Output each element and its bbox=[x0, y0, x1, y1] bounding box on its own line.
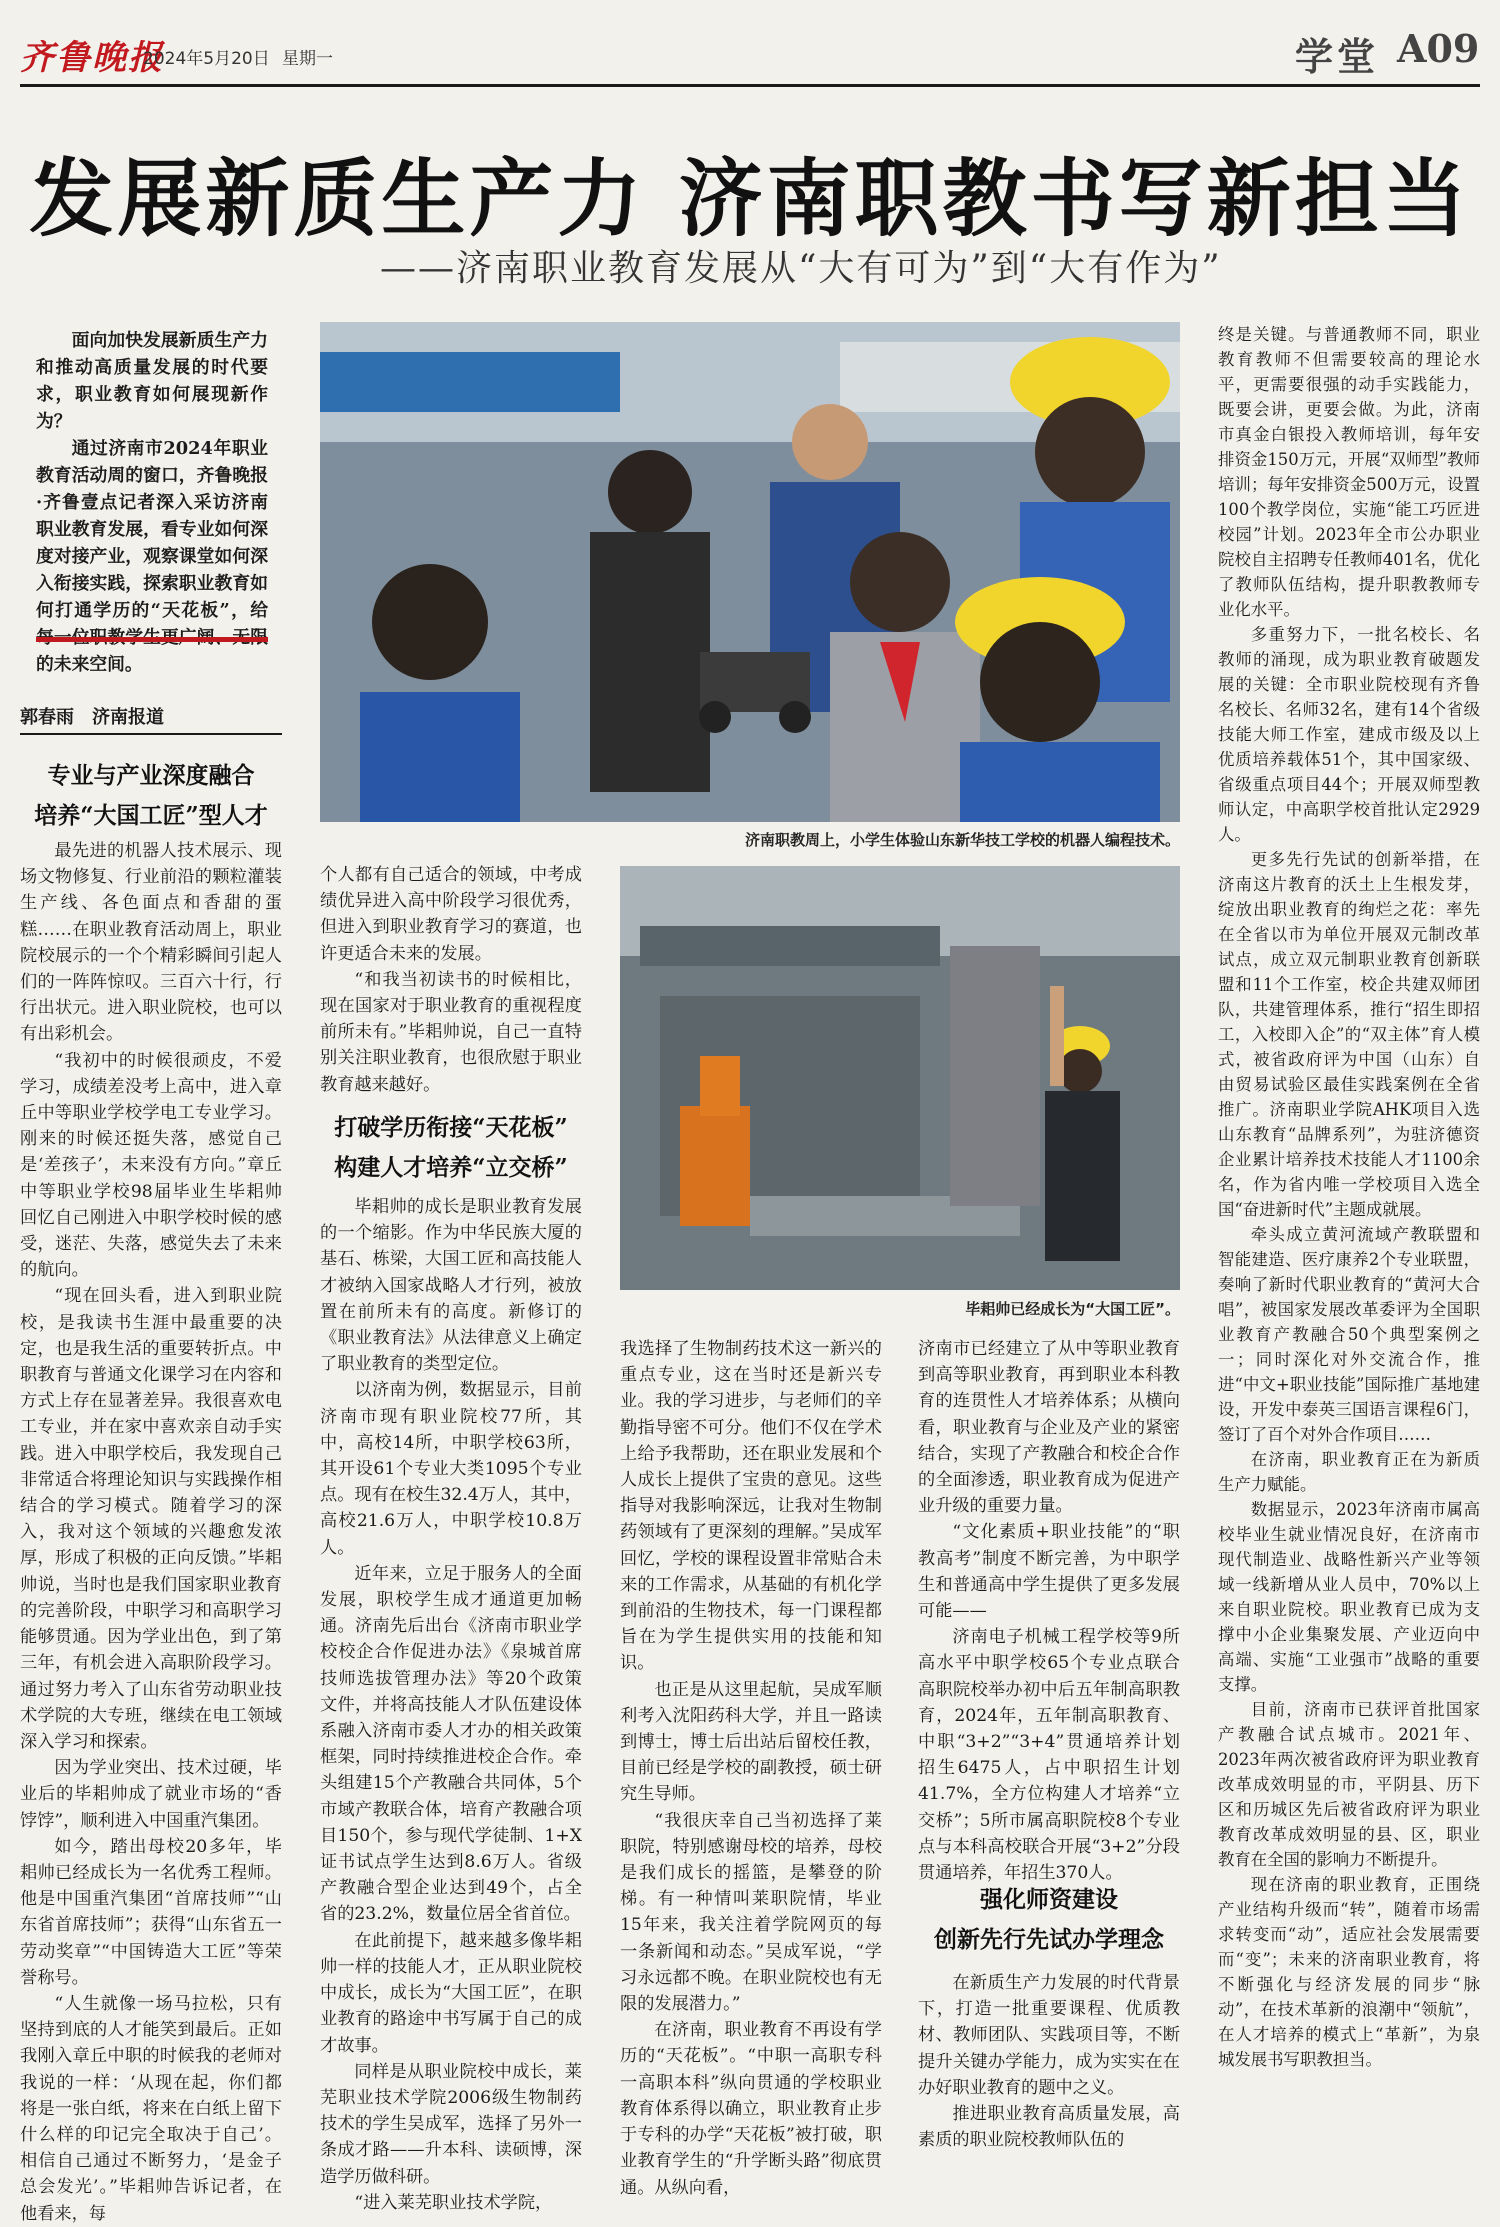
photo-caption-2: 毕耜帅已经成长为“大国工匠”。 bbox=[965, 1300, 1180, 1318]
body-paragraph: 现在济南的职业教育，正围绕产业结构升级而“转”，随着市场需求转变而“动”，适应社会发展需要而“变”；未来的济南职业教育，将不断强化与经济发展的同步“脉动”，在技术革新的浪潮中“领航”，在人才培养的模式上“革新”，为泉城发展书写职教担当。 bbox=[1218, 1875, 1480, 2069]
body-paragraph: 更多先行先试的创新举措，在济南这片教育的沃土上生根发芽，绽放出职业教育的绚烂之花：率先在全省以市为单位开展双元制改革试点，成立双元制职业教育创新联盟和11个工作室，校企共建双师团队，共建管理体系，推行“招生即招工，入校即入企”的“双主体”育人模式，被省政府评为中国（山东）自由贸易试验区最佳实践案例在全省推广。济南职业学院AHK项目入选山东教育“品牌系列”，为驻济德资企业累计培养技术技能人才1100余名，作为省内唯一学校项目入选全国“奋进新时代”主题成就展。 bbox=[1218, 850, 1480, 1219]
body-paragraph: 个人都有自己适合的领域，中考成绩优异进入高中阶段学习很优秀，但进入到职业教育学习的赛道，也许更适合未来的发展。 bbox=[320, 865, 582, 964]
body-paragraph: 近年来，立足于服务人的全面发展，职校学生成才通道更加畅通。济南先后出台《济南市职业学校校企合作促进办法》《泉城首席技师选拔管理办法》等20个政策文件，并将高技能人才队伍建设体系融入济南市委人才办的相关政策框架，同时持续推进校企合作。牵头组建15个产教融合共同体，5个市域产教联合体，培育产教融合项目150个，参与现代学徒制、1+X证书试点学生达到8.6万人。省级产教融合型企业达到49个，占全省的23.2%，数量位居全省首位。 bbox=[320, 1563, 582, 1925]
article-intro bbox=[36, 327, 268, 678]
section-title-line: 专业与产业深度融合 bbox=[47, 762, 255, 789]
column-4-bottom bbox=[918, 1970, 1180, 2153]
body-paragraph: 多重努力下，一批名校长、名教师的涌现，成为职业教育破题发展的关键：全市职业院校现有齐鲁名校长、名师32名，建有14个省级技能大师工作室，建成市级及以上优质培养载体51个，其中国家级、省级重点项目44个；开展双师型教师认定，中高职学校首批认定2929人。 bbox=[1218, 625, 1480, 844]
masthead-rule bbox=[20, 84, 1480, 87]
column-5 bbox=[1218, 322, 1480, 2072]
intro-paragraph: 通过济南市2024年职业教育活动周的窗口，齐鲁晚报·齐鲁壹点记者深入采访济南职业教育发展，看专业如何深度对接产业，观察课堂如何深入衔接实践，探索职业教育如何打通学历的“天花板”，给 的未来空间。 bbox=[36, 438, 268, 675]
column-1 bbox=[20, 838, 282, 2227]
body-paragraph: 在新质生产力发展的时代背景下，打造一批重要课程、优质教材、教师团队、实践项目等，不断提升关键办学能力，成为实实在在办好职业教育的题中之义。 bbox=[918, 1973, 1180, 2098]
body-paragraph: 目前，济南市已获评首批国家产教融合试点城市。2021年、2023年两次被省政府评为职业教育改革成效明显的市，平阴县、历下区和历城区先后被省政府评为职业教育改革成效明显的县、区，职业教育在全国的影响力不断提升。 bbox=[1218, 1700, 1480, 1869]
body-paragraph: 数据显示，2023年济南市属高校毕业生就业情况良好，在济南市现代制造业、战略性新兴产业等领域一线新增从业人员中，70%以上来自职业院校。职业教育已成为支撑中小企业集聚发展、产业迈向中高端、实施“工业强市”战略的重要支撑。 bbox=[1218, 1500, 1480, 1694]
byline-location: 济南报道 bbox=[92, 707, 164, 728]
section-title-line: 构建人才培养“立交桥” bbox=[334, 1154, 568, 1181]
page-headline: 发展新质生产力 济南职教书写新担当 bbox=[29, 149, 1471, 248]
photo-craftsman bbox=[620, 866, 1180, 1290]
body-paragraph: 我选择了生物制药技术这一新兴的重点专业，这在当时还是新兴专业。我的学习进步，与老师们的辛勤指导密不可分。他们不仅在学术上给予我帮助，还在职业发展和个人成长上提供了宝贵的意见。这些指导对我影响深远，让我对生物制药领域有了更深刻的理解。”吴成军回忆，学校的课程设置非常贴合未来的工作需求，从基础的有机化学到前沿的生物技术，每一门课程都旨在为学生提供实用的技能和知识。 bbox=[620, 1339, 882, 1674]
section-title-line: 培养“大国工匠”型人才 bbox=[34, 802, 268, 829]
body-paragraph: 因为学业突出、技术过硬，毕业后的毕耜帅成了就业市场的“香饽饽”，顺利进入中国重汽集团。 bbox=[20, 1758, 282, 1831]
body-paragraph: 济南电子机械工程学校等9所高水平中职学校65个专业点联合高职院校举办初中后五年制高职教育，2024年，五年制高职教育、中职“3+2”“3+4”贯通培养计划招生6475人，占中职招生计划41.7%，全方位构建人才培养“立交桥”；5所市属高职院校8个专业点与本科高校联合开展“3+2”分段贯通培养，年招生370人。 bbox=[918, 1627, 1180, 1884]
body-paragraph: “我很庆幸自己当初选择了莱职院，特别感谢母校的培养，母校是我们成长的摇篮，是攀登的阶梯。有一种情叫莱职院情，毕业15年来，我关注着学院网页的每一条新闻和动态。”吴成军说，“学习永远都不晚。在职业院校也有无限的发展潜力。” bbox=[620, 1810, 882, 2015]
body-paragraph: “现在回头看，进入到职业院校，是我读书生涯中最重要的决定，也是我生活的重要转折点。中职教育与普通文化课学习在内容和方式上存在显著差异。我很喜欢电工专业，并在家中喜欢亲自动手实践。进入中职学校后，我发现自己非常适合将理论知识与实践操作相结合的学习模式。随着学习的深入，我对这个领域的兴趣愈发浓厚，形成了积极的正向反馈。”毕耜帅说，当时也是我们国家职业教育的完善阶段，中职学习和高职学习能够贯通。因为学业出色，到了第三年，有机会进入高职阶段学习。通过努力考入了山东省劳动职业技术学院的大专班，继续在电工领域深入学习和探索。 bbox=[20, 1286, 282, 1752]
photo-craftsman-image bbox=[620, 866, 1180, 1290]
body-paragraph: 牵头成立黄河流域产教联盟和智能建造、医疗康养2个专业联盟，奏响了新时代职业教育的“黄河大合唱”，被国家发展改革委评为全国职业教育产教融合50个典型案例之一；同时深化对外交流合作，推进“中文+职业技能”国际推广基地建设，开发中泰英三国语言课程6门，签订了百个对外合作项目…… bbox=[1218, 1225, 1480, 1444]
photo-robot-programming bbox=[320, 322, 1180, 822]
page-subheadline: ——济南职业教育发展从“大有可为”到“大有作为” bbox=[380, 248, 1222, 289]
body-paragraph: 毕耜帅的成长是职业教育发展的一个缩影。作为中华民族大厦的基石、栋梁，大国工匠和高技能人才被纳入国家战略人才行列，被放置在前所未有的高度。新修订的《职业教育法》从法律意义上确定了职业教育的类型定位。 bbox=[320, 1197, 582, 1375]
section-title-line: 创新先行先试办学理念 bbox=[934, 1926, 1164, 1953]
photo-caption-1: 济南职教周上，小学生体验山东新华技工学校的机器人编程技术。 bbox=[744, 831, 1180, 849]
body-paragraph: 济南市已经建立了从中等职业教育到高等职业教育，再到职业本科教育的连贯性人才培养体系；从横向看，职业教育与企业及产业的紧密结合，实现了产教融合和校企合作的全面渗透，职业教育成为促进产业升级的重要力量。 bbox=[918, 1339, 1180, 1517]
photo-robot-programming-image bbox=[320, 322, 1180, 822]
column-4-top bbox=[918, 1336, 1180, 1886]
section-title-3 bbox=[918, 1880, 1180, 1960]
body-paragraph: 在此前提下，越来越多像毕耜帅一样的技能人才，正从职业院校中成长，成长为“大国工匠”，在职业教育的路途中书写属于自己的成才故事。 bbox=[320, 1930, 582, 2056]
body-paragraph: “人生就像一场马拉松，只有坚持到底的人才能笑到最后。正如我刚入章丘中职的时候我的老师对我说的一样：‘从现在起，你们都将是一张白纸，将来在白纸上留下什么样的印记完全取决于自己’。相信自己通过不断努力，‘是金子总会发光’。”毕耜帅告诉记者，在他看来，每 bbox=[20, 1993, 282, 2224]
byline-author: 郭春雨 bbox=[20, 707, 74, 728]
body-paragraph: 推进职业教育高质量发展，高素质的职业院校教师队伍的 bbox=[918, 2104, 1180, 2151]
column-2-top bbox=[320, 862, 582, 1098]
body-paragraph: 终是关键。与普通教师不同，职业教育教师不但需要较高的理论水平，更需要很强的动手实践能力，既要会讲，更要会做。为此，济南市真金白银投入教师培训，每年安排资金150万元，开展“双师型”教师培训；每年安排资金500万元，设置100个教学岗位，实施“能工巧匠进校园”计划。2023年全市公办职业院校自主招聘专任教师401名，优化了教师队伍结构，提升职教教师专业化水平。 bbox=[1218, 325, 1480, 619]
section-name: 学堂 bbox=[1295, 34, 1380, 79]
section-title-2 bbox=[320, 1108, 582, 1188]
body-paragraph: “我初中的时候很顽皮，不爱学习，成绩差没考上高中，进入章丘中等职业学校学电工专业学习。刚来的时候还挺失落，感觉自己是‘差孩子’，未来没有方向。”章丘中等职业学校98届毕业生毕耜帅回忆自己刚进入中职学校时候的感受，迷茫、失落，感觉失去了未来的航向。 bbox=[20, 1050, 282, 1281]
intro-divider bbox=[36, 637, 268, 642]
body-paragraph: “进入莱芜职业技术学院， bbox=[354, 2192, 553, 2213]
body-paragraph: “和我当初读书的时候相比，现在国家对于职业教育的重视程度前所未有。”毕耜帅说，自己一直特别关注职业教育，也很欣慰于职业教育越来越好。 bbox=[320, 969, 582, 1095]
body-paragraph: 以济南为例，数据显示，目前济南市现有职业院校77所，其中，高校14所，中职学校63所，其开设61个专业大类1095个专业点。现有在校生32.4万人，其中，高校21.6万人，中职学校10.8万人。 bbox=[320, 1380, 582, 1558]
body-paragraph: 最先进的机器人技术展示、现场文物修复、行业前沿的颗粒灌装生产线、各色面点和香甜的蛋糕……在职业教育活动周上，职业院校展示的一个个精彩瞬间引起人们的一阵阵惊叹。三百六十行，行行出状元。进入职业院校，也可以有出彩机会。 bbox=[20, 841, 282, 1045]
section-title-line: 强化师资建设 bbox=[980, 1886, 1118, 1913]
section-title-line: 打破学历衔接“天花板” bbox=[334, 1114, 568, 1141]
column-3 bbox=[620, 1336, 882, 2201]
section-title-1 bbox=[20, 756, 282, 836]
newspaper-logo: 齐鲁晚报 bbox=[20, 38, 164, 78]
body-paragraph: “文化素质+职业技能”的“职教高考”制度不断完善，为中职学生和普通高中学生提供了更多发展可能—— bbox=[918, 1522, 1180, 1622]
masthead bbox=[0, 0, 1500, 120]
column-2-bottom bbox=[320, 1194, 582, 2216]
intro-paragraph: 面向加快发展新质生产力和推动高质量发展的时代要求，职业教育如何展现新作为？ bbox=[36, 330, 268, 432]
body-paragraph: 在济南，职业教育正在为新质生产力赋能。 bbox=[1218, 1450, 1480, 1494]
body-paragraph: 在济南，职业教育不再设有学历的“天花板”。“中职一高职专科一高职本科”纵向贯通的学校职业教育体系得以确立，职业教育止步于专科的办学“天花板”被打破，职业教育学生的“升学断头路”彻底贯通。从纵向看， bbox=[620, 2020, 882, 2198]
body-paragraph: 同样是从职业院校中成长，莱芜职业技术学院2006级生物制药技术的学生吴成军，选择了另外一条成才路——升本科、读硕博，深造学历做科研。 bbox=[320, 2061, 582, 2187]
issue-weekday: 星期一 bbox=[282, 49, 333, 69]
page-number: A09 bbox=[1397, 26, 1480, 71]
issue-date: 2024年5月20日 bbox=[143, 49, 270, 69]
byline bbox=[20, 703, 282, 735]
body-paragraph: 如今，踏出母校20多年，毕耜帅已经成长为一名优秀工程师。他是中国重汽集团“首席技师”“山东省首席技师”；获得“山东省五一劳动奖章”“中国铸造大工匠”等荣誉称号。 bbox=[20, 1836, 282, 1988]
body-paragraph: 也正是从这里起航，吴成军顺利考入沈阳药科大学，并且一路读到博士，博士后出站后留校任教，目前已经是学校的副教授，硕士研究生导师。 bbox=[620, 1679, 882, 1805]
